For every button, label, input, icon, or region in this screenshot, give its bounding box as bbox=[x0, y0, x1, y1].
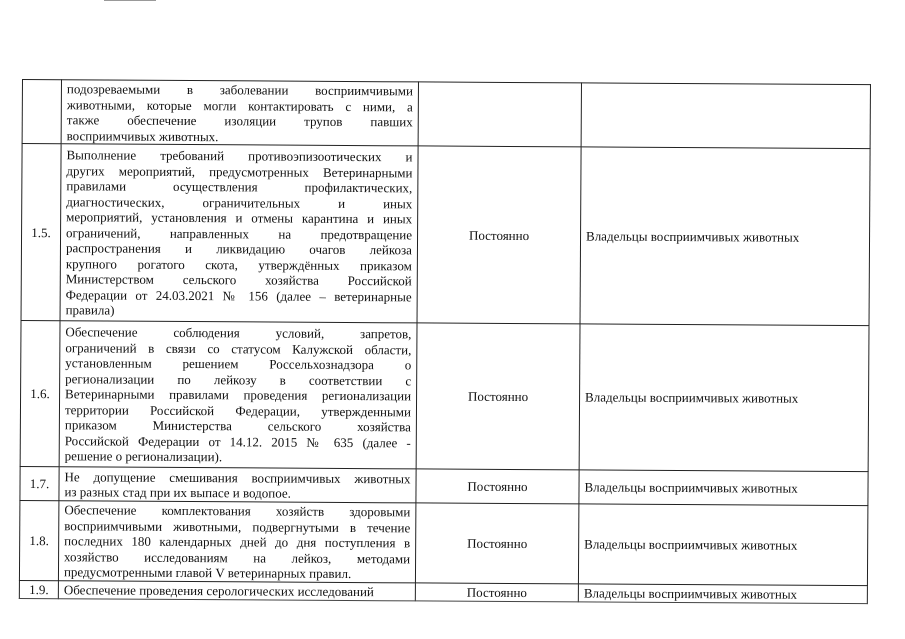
responsible-cell: Владельцы восприимчивых животных bbox=[578, 504, 867, 585]
row-number: 1.9. bbox=[19, 580, 58, 598]
term-cell: Постоянно bbox=[417, 146, 581, 324]
measure-text bbox=[59, 321, 417, 469]
text-line: из разных стад при их выпасе и водопое. bbox=[64, 484, 292, 501]
row-number: 1.6. bbox=[20, 320, 60, 466]
row-number: 1.7. bbox=[20, 466, 59, 500]
text-line: Не допущение смешивания восприимчивых животных bbox=[64, 468, 411, 486]
responsible-cell: Владельцы восприимчивых животных bbox=[578, 583, 867, 603]
table-row bbox=[19, 580, 867, 603]
text-line: также обеспечение изоляции трупов павших bbox=[66, 112, 413, 130]
responsible-cell: Владельцы восприимчивых животных bbox=[579, 470, 868, 506]
text-line: Обеспечение соблюдения условий, запретов, bbox=[65, 324, 412, 342]
text-line: хозяйство исследованиям на лейкоз, методами bbox=[64, 548, 411, 566]
text-line: Ветеринарными правилами проведения регионализации bbox=[65, 386, 412, 404]
text-line: Министерством сельского хозяйства Российской bbox=[65, 271, 412, 289]
measure-text bbox=[61, 80, 418, 146]
text-line: ограничений в связи со статусом Калужской области, bbox=[65, 340, 412, 358]
text-line: регионализации по лейкозу в соответствии с bbox=[65, 371, 412, 389]
table-row bbox=[20, 466, 868, 505]
text-line: решение о регионализации). bbox=[64, 448, 223, 465]
term-cell bbox=[418, 82, 581, 147]
term-cell: Постоянно bbox=[416, 323, 580, 470]
measure-text bbox=[59, 467, 416, 503]
text-line: ограничений, направленных на предотвращение bbox=[66, 225, 413, 243]
text-line: территории Российской Федерации, утвержденными bbox=[64, 402, 412, 420]
table-row bbox=[19, 500, 867, 585]
term-cell: Постоянно bbox=[416, 469, 579, 504]
text-line: распространения и ликвидацию очагов лейкоза bbox=[65, 240, 413, 258]
table-row bbox=[20, 320, 869, 471]
text-line: последних 180 календарных дней до дня поступления в bbox=[64, 533, 411, 551]
term-cell: Постоянно bbox=[415, 582, 578, 601]
table-row bbox=[22, 80, 870, 149]
text-line: других мероприятий, предусмотренных Ветеринарными bbox=[66, 163, 413, 181]
row-number: 1.5. bbox=[21, 144, 61, 321]
text-line: подозреваемыми в заболевании восприимчивыми bbox=[66, 81, 413, 99]
responsible-cell: Владельцы восприимчивых животных bbox=[580, 147, 870, 326]
text-line: установленным решением Россельхознадзора о bbox=[65, 355, 412, 373]
scan-mark bbox=[104, 0, 156, 1]
measure-text bbox=[58, 501, 415, 583]
text-line: предусмотренными главой V ветеринарных правил. bbox=[63, 564, 352, 582]
row-number bbox=[22, 80, 61, 144]
text-line: диагностических, ограничительных и иных bbox=[66, 194, 413, 212]
text-line: Обеспечение проведения серологических исследований bbox=[63, 582, 374, 599]
text-line: Обеспечение комплектования хозяйств здоровыми bbox=[64, 502, 411, 520]
text-line: приказом Министерства сельского хозяйства bbox=[64, 417, 411, 435]
text-line: правилами осуществления профилактических, bbox=[66, 178, 413, 196]
measures-table bbox=[19, 79, 871, 604]
text-line: мероприятий, установления и отмены карантина и иных bbox=[66, 209, 413, 227]
text-line: восприимчивыми животными, подвергнутыми в течение bbox=[64, 517, 411, 535]
responsible-cell bbox=[581, 83, 870, 149]
row-number: 1.8. bbox=[19, 500, 58, 580]
table-row bbox=[21, 144, 870, 326]
text-line: крупного рогатого скота, утверждённых приказом bbox=[65, 256, 412, 274]
text-line: Российской Федерации от 14.12. 2015 № 635 (далее - bbox=[64, 433, 411, 451]
text-line: животными, которые могли контактировать с ними, а bbox=[66, 96, 413, 114]
text-line: Выполнение требований противоэпизоотических и bbox=[66, 147, 413, 165]
term-cell: Постоянно bbox=[415, 503, 578, 583]
text-line: правила) bbox=[65, 302, 115, 318]
text-line: восприимчивых животных. bbox=[66, 127, 219, 144]
text-line: Федерации от 24.03.2021 № 156 (далее – ветеринарные bbox=[65, 287, 412, 305]
measure-text bbox=[60, 144, 418, 323]
measure-text bbox=[58, 580, 415, 600]
responsible-cell: Владельцы восприимчивых животных bbox=[579, 324, 869, 472]
